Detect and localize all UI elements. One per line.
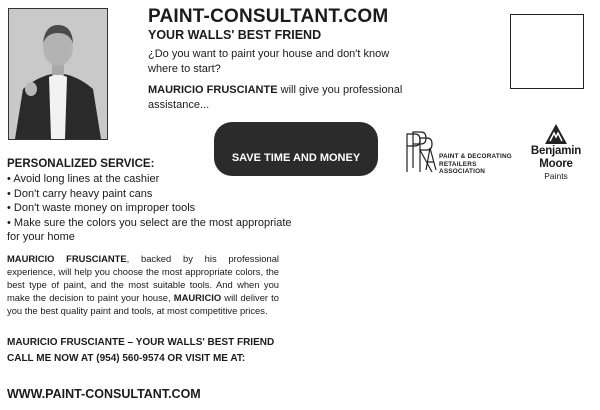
assistance-rest: will give you professional assistance... xyxy=(148,84,403,111)
description-paragraph xyxy=(7,252,279,317)
pdra-logo-icon xyxy=(404,128,438,174)
pdra-line-1: PAINT & DECORATING xyxy=(439,153,512,160)
list-item: • Don't waste money on improper tools xyxy=(7,201,292,216)
list-item: • Avoid long lines at the cashier xyxy=(7,172,292,187)
benjamin-moore-line-1: Benjamin xyxy=(530,145,582,157)
paragraph-name-1: MAURICIO FRUSCIANTE xyxy=(7,253,127,264)
pdra-line-2: RETAILERS xyxy=(439,160,477,168)
list-item: • Make sure the colors you select are the most appropriate for your home xyxy=(7,216,292,245)
save-banner-text: SAVE TIME AND MONEY xyxy=(231,152,361,164)
consultant-photo xyxy=(8,8,108,140)
website-url: WWW.PAINT-CONSULTANT.COM xyxy=(7,387,201,401)
stamp-box xyxy=(510,14,584,89)
call-line: CALL ME NOW AT (954) 560-9574 OR VISIT ME AT: xyxy=(7,353,246,364)
paragraph-text-2: will deliver to you the best quality paint and tools, at most competitive prices. xyxy=(7,292,279,316)
benjamin-moore-line-2: Moore xyxy=(539,158,573,170)
assistance-text xyxy=(148,83,408,112)
site-title: PAINT-CONSULTANT.COM xyxy=(148,6,389,27)
service-heading: PERSONALIZED SERVICE: xyxy=(7,158,155,170)
paragraph-text-1: , backed by his professional experience, will help you choose the most appropriate colors, the best type of paint, and the most suitable tools. And when you make the decision to paint your house, xyxy=(7,253,279,303)
paragraph-name-2: MAURICIO xyxy=(173,292,222,303)
pdra-line-3: ASSOCIATION xyxy=(439,168,486,176)
benjamin-moore-paints: Paints xyxy=(544,171,568,181)
benjamin-moore-triangle-icon xyxy=(545,124,567,144)
save-banner xyxy=(214,122,378,176)
signature-line: MAURICIO FRUSCIANTE – YOUR WALLS' BEST FRIEND xyxy=(7,337,275,348)
list-item: • Don't carry heavy paint cans xyxy=(7,187,292,202)
tagline: YOUR WALLS' BEST FRIEND xyxy=(148,28,322,42)
pdra-name xyxy=(439,153,519,176)
intro-question: ¿Do you want to paint your house and don't know where to start? xyxy=(148,48,390,75)
consultant-name: MAURICIO FRUSCIANTE xyxy=(148,84,278,96)
service-list xyxy=(7,172,292,245)
